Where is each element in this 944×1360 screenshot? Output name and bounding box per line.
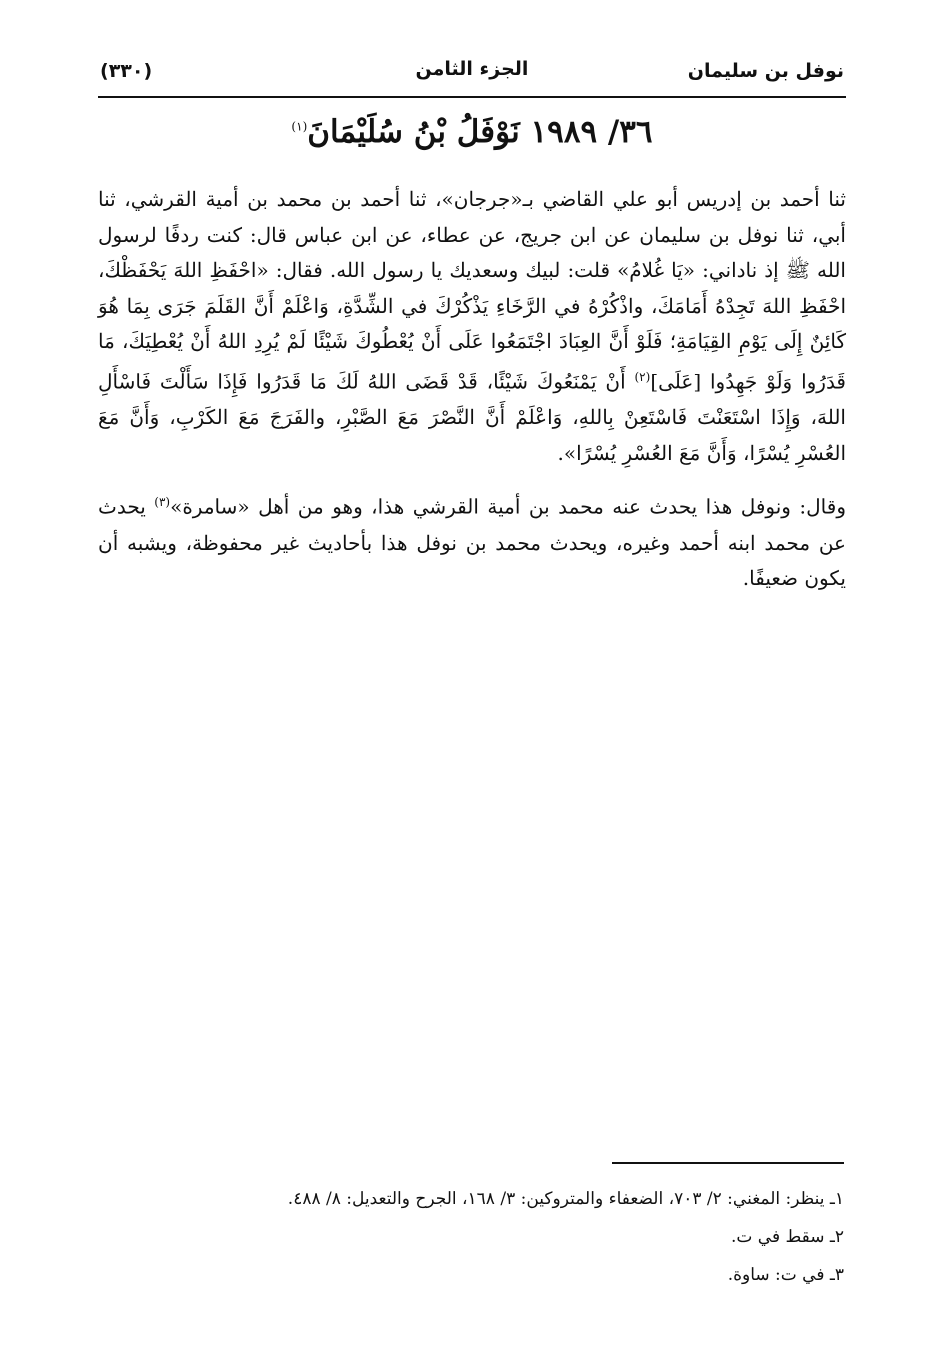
hadith-text-continued: أَنْ يَمْنَعُوكَ شَيْئًا، قَدْ قَضَى اللهُ لَكَ مَا قَدَرُوا فَإِذَا سَأَلْتَ فَاسْأَلِ اللهَ، وَإِذَا اسْتَعَنْتَ فَاسْتَعِنْ بِاللهِ، وَاعْلَمْ أَنَّ النَّصْرَ مَعَ الصَّبْرِ، والفَرَجَ مَعَ الكَرْبِ، وَأَنَّ مَعَ العُسْرِ يُسْرًا، وَأَنَّ مَعَ العُسْرِ يُسْرًا».: [98, 369, 846, 465]
footnote-2: ٢ـ سقط في ت.: [730, 1227, 844, 1247]
hadith-text: ثنا أحمد بن إدريس أبو علي القاضي بـ«جرجان»، ثنا أحمد بن محمد بن أمية القرشي، ثنا أبي، ثنا نوفل بن سليمان عن ابن جريج، عن عطاء، عن ابن عباس قال: كنت ردفًا لرسول الله ﷺ إذ ناداني: «يَا غُلامُ» قلت: لبيك وسعديك يا رسول الله. فقال: «احْفَظِ اللهَ يَحْفَظْكَ، احْفَظِ اللهَ تَجِدْهُ أَمَامَكَ، واذْكُرْهُ في الرَّخَاءِ يَذْكُرْكَ في الشِّدَّةِ، وَاعْلَمْ أَنَّ القَلَمَ جَرَى بِمَا هُوَ كَائِنٌ إِلَى يَوْمِ القِيَامَةِ؛ فَلَوْ أَنَّ العِبَادَ اجْتَمَعُوا عَلَى أَنْ يُعْطُوكَ شَيْئًا لَمْ يُرِدِ اللهُ أَنْ يُعْطِيَكَ، مَا قَدَرُوا وَلَوْ جَهِدُوا [عَلَى]: [98, 187, 847, 394]
entry-body: [98, 182, 846, 597]
footnote-marker: (٢): [634, 369, 651, 384]
entry-title-text: ٣٦/ ١٩٨٩ نَوْفَلُ بْنُ سُلَيْمَانَ: [307, 114, 653, 150]
footnote-marker: (٣): [154, 495, 171, 510]
running-title: نوفل بن سليمان: [687, 60, 844, 82]
footnote-3: ٣ـ في ت: ساوة.: [727, 1265, 844, 1285]
footnote-1: ١ـ ينظر: المغني: ٢/ ٧٠٣، الضعفاء والمتروكين: ٣/ ١٦٨، الجرح والتعديل: ٨/ ٤٨٨.: [287, 1189, 844, 1209]
running-header: [100, 52, 844, 92]
commentary-text-continued: يحدث عن محمد ابنه أحمد وغيره، ويحدث محمد بن نوفل هذا بأحاديث غير محفوظة، ويشبه أن يكون ضعيفًا.: [98, 495, 846, 591]
entry-title: [100, 114, 844, 150]
commentary-text: وقال: ونوفل هذا يحدث عنه محمد بن أمية القرشي هذا، وهو من أهل «سامرة»: [170, 495, 846, 520]
footnote-marker: (١): [291, 119, 308, 134]
page-number: (٣٣٠): [100, 60, 153, 82]
volume-label: الجزء الثامن: [415, 58, 529, 80]
hadith-paragraph: [98, 182, 846, 471]
commentary-paragraph: [98, 485, 846, 596]
header-divider: [98, 96, 846, 98]
footnotes: [98, 1180, 844, 1294]
footnote-divider: [612, 1162, 844, 1164]
